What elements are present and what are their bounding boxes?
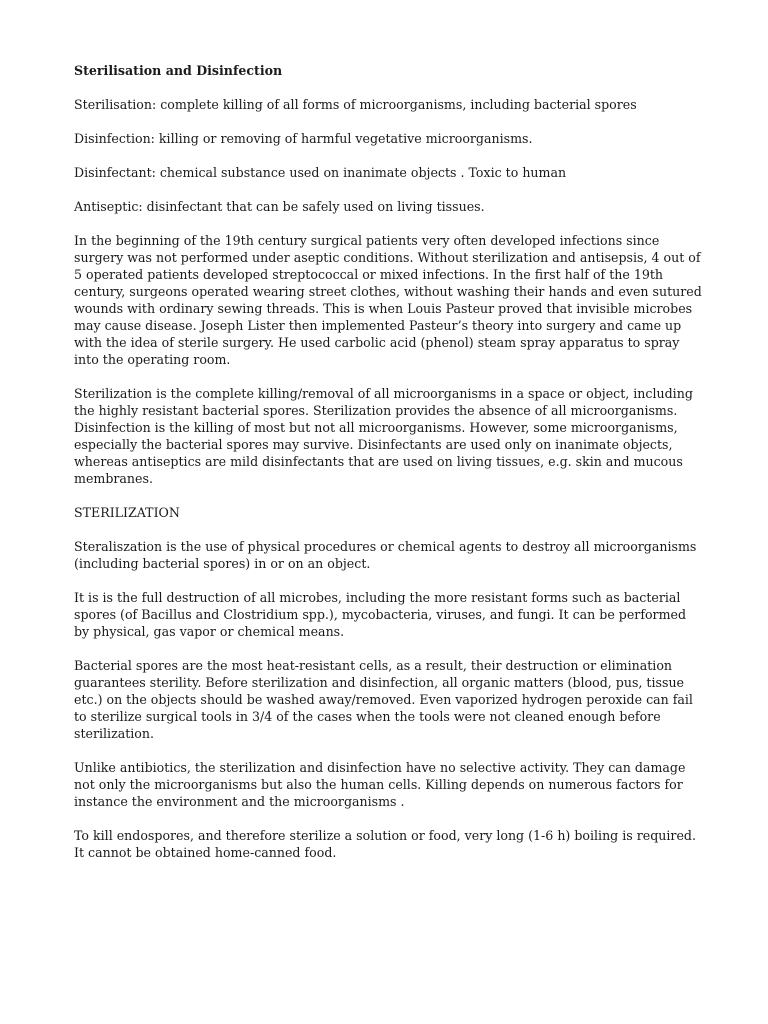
sterilization-definition-paragraph: Steraliszation is the use of physical procedures or chemical agents to destroy all microorganisms (including bacterial spores) in or on an object. [74,539,697,571]
definition-disinfectant: Disinfectant: chemical substance used on inanimate objects . Toxic to human [74,165,567,180]
definition-sterilisation: Sterilisation: complete killing of all forms of microorganisms, including bacterial spores [74,97,637,112]
section-heading-sterilization: STERILIZATION [74,505,180,520]
selectivity-paragraph: Unlike antibiotics, the sterilization and disinfection have no selective activity. They can damage not only the microorganisms but also the human cells. Killing depends on numerous factors for instance the environment and the microorganisms . [74,760,686,809]
document-page [74,62,704,878]
definition-antiseptic: Antiseptic: disinfectant that can be safely used on living tissues. [74,199,485,214]
definition-disinfection: Disinfection: killing or removing of harmful vegetative microorganisms. [74,131,533,146]
endospores-paragraph: To kill endospores, and therefore sterilize a solution or food, very long (1-6 h) boiling is required. It cannot be obtained home-canned food. [74,828,696,860]
history-paragraph: In the beginning of the 19th century surgical patients very often developed infections since surgery was not performed under aseptic conditions. Without sterilization and antisepsis, 4 out of 5 operated patients developed streptococcal or mixed infections. In the first half of the 19th century, surgeons operated wearing street clothes, without washing their hands and even sutured wounds with ordinary sewing threads. This is when Louis Pasteur proved that invisible microbes may cause disease. Joseph Lister then implemented Pasteur’s theory into surgery and came up with the idea of sterile surgery. He used carbolic acid (phenol) steam spray apparatus to spray into the operating room. [74,233,702,367]
bacterial-spores-paragraph: Bacterial spores are the most heat-resistant cells, as a result, their destruction or elimination guarantees sterility. Before sterilization and disinfection, all organic matters (blood, pus, tissue etc.) on the objects should be washed away/removed. Even vaporized hydrogen peroxide can fail to sterilize surgical tools in 3/4 of the cases when the tools were not cleaned enough before sterilization. [74,658,693,741]
sterilization-vs-disinfection-paragraph: Sterilization is the complete killing/removal of all microorganisms in a space or object, including the highly resistant bacterial spores. Sterilization provides the absence of all microorganisms. Disinfection is the killing of most but not all microorganisms. However, some microorganisms, especially the bacterial spores may survive. Disinfectants are used only on inanimate objects, whereas antiseptics are mild disinfectants that are used on living tissues, e.g. skin and mucous membranes. [74,386,693,486]
document-title: Sterilisation and Disinfection [74,63,283,78]
sterilization-scope-paragraph: It is is the full destruction of all microbes, including the more resistant forms such as bacterial spores (of Bacillus and Clostridium spp.), mycobacteria, viruses, and fungi. It can be performed by physical, gas vapor or chemical means. [74,590,687,639]
